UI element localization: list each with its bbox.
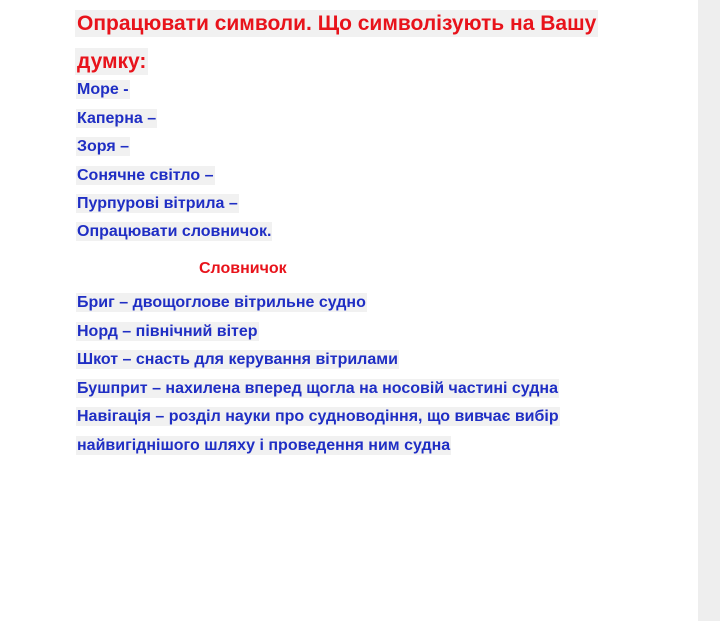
glossary-entry: [76, 407, 560, 427]
symbol-item-text: Пурпурові вітрила –: [77, 195, 238, 212]
side-scroll-strip: [698, 0, 720, 621]
symbol-item-text: Сонячне світло –: [77, 167, 214, 184]
symbol-item-text: Каперна –: [77, 110, 157, 127]
symbol-item: [76, 137, 130, 157]
glossary-entry-text: Норд – північний вітер: [77, 323, 258, 340]
glossary-title: [199, 258, 287, 280]
symbol-item-text: Море -: [77, 81, 129, 98]
instruction-line: [76, 222, 272, 242]
glossary-entry: [76, 379, 559, 399]
glossary-entry-text: Шкот – снасть для керування вітрилами: [77, 351, 398, 368]
symbol-item: [76, 194, 239, 214]
glossary-entry: [76, 350, 399, 370]
glossary-entry-continuation: [76, 436, 451, 456]
page-heading: [75, 5, 635, 81]
glossary-entry: [76, 293, 367, 313]
symbol-item: [76, 166, 215, 186]
symbol-item-text: Зоря –: [77, 138, 130, 155]
symbol-item: [76, 109, 157, 129]
glossary-title-text: Словничок: [199, 260, 287, 277]
glossary-entry: [76, 322, 259, 342]
symbol-item: [76, 80, 130, 100]
glossary-entry-text: найвигіднішого шляху і проведення ним судна: [77, 437, 451, 454]
glossary-entry-text: Навігація – розділ науки про судноводіння, що вивчає вибір: [77, 408, 559, 425]
glossary-entry-text: Бриг – двощоглове вітрильне судно: [77, 294, 366, 311]
instruction-text: Опрацювати словничок.: [77, 223, 272, 240]
page-heading-text: Опрацювати символи. Що символізують на Вашу думку:: [77, 12, 597, 73]
glossary-entry-text: Бушприт – нахилена вперед щогла на носовій частині судна: [77, 380, 558, 397]
